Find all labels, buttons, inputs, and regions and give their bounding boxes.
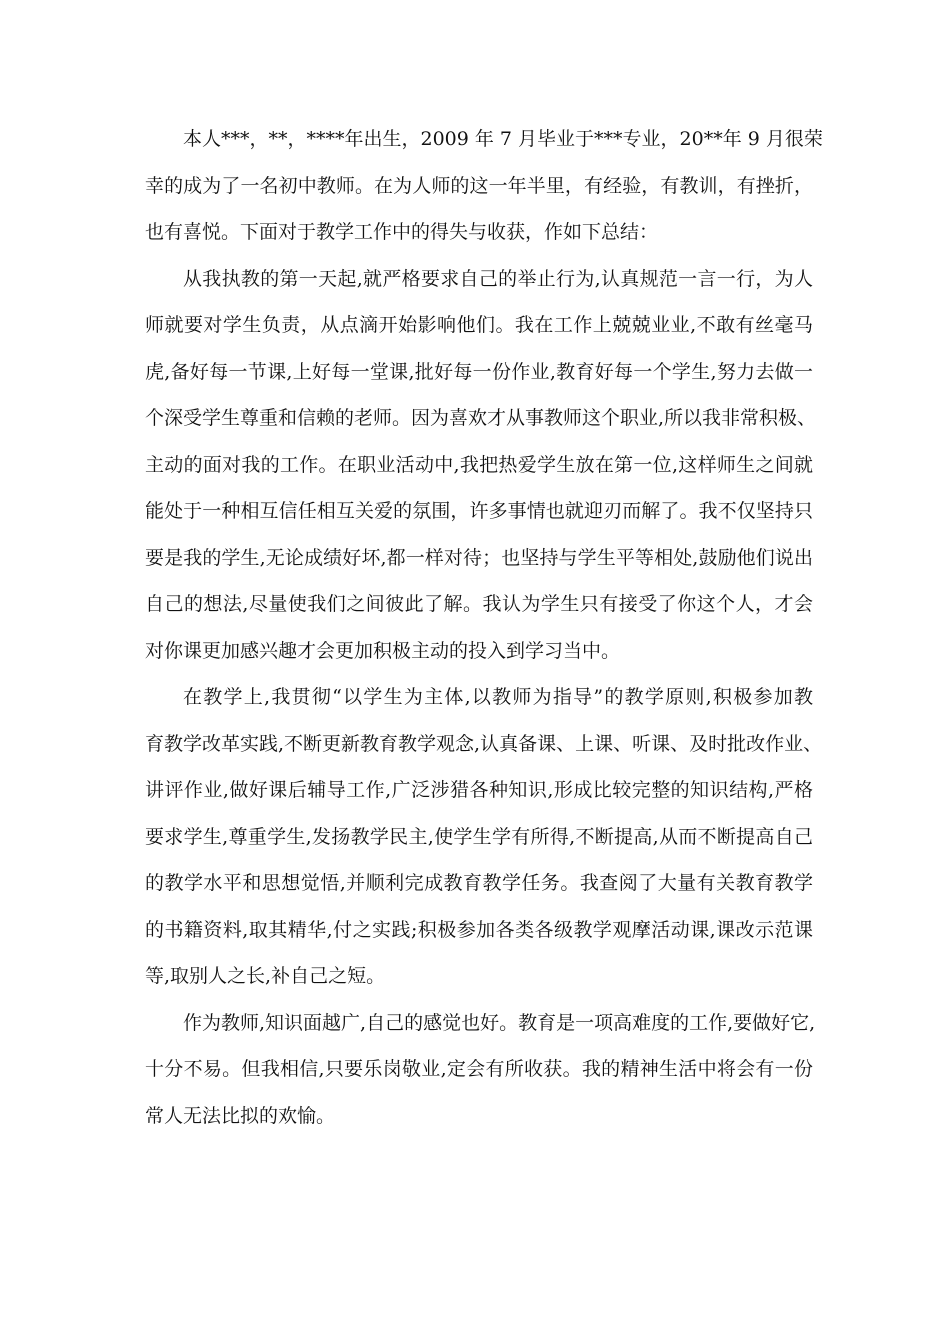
paragraph-line: 幸的成为了一名初中教师。在为人师的这一年半里，有经验，有教训，有挫折， <box>145 174 813 197</box>
paragraph-line: 育教学改革实践,不断更新教育教学观念,认真备课、上课、听课、及时批改作业、 <box>145 732 823 755</box>
paragraph-line: 虎,备好每一节课,上好每一堂课,批好每一份作业,教育好每一个学生,努力去做一 <box>145 360 813 383</box>
paragraph-2 <box>145 256 817 675</box>
paragraph-line: 要求学生,尊重学生,发扬教学民主,使学生学有所得,不断提高,从而不断提高自己 <box>145 825 813 848</box>
paragraph-line: 在教学上,我贯彻“以学生为主体,以教师为指导”的教学原则,积极参加教 <box>183 686 813 708</box>
document-body <box>145 116 823 1139</box>
paragraph-line: 的教学水平和思想觉悟,并顺利完成教育教学任务。我查阅了大量有关教育教学 <box>145 872 813 894</box>
paragraph-line: 要是我的学生,无论成绩好坏,都一样对待；也坚持与学生平等相处,鼓励他们说出 <box>145 546 813 569</box>
paragraph-line: 主动的面对我的工作。在职业活动中,我把热爱学生放在第一位,这样师生之间就 <box>145 453 813 476</box>
paragraph-line: 能处于一种相互信任相互关爱的氛围，许多事情也就迎刃而解了。我不仅坚持只 <box>145 500 813 522</box>
paragraph-line: 常人无法比拟的欢愉。 <box>145 1104 336 1127</box>
paragraph-line: 十分不易。但我相信,只要乐岗敬业,定会有所收获。我的精神生活中将会有一份 <box>145 1058 813 1080</box>
paragraph-line: 师就要对学生负责，从点滴开始影响他们。我在工作上兢兢业业,不敢有丝毫马 <box>145 314 813 336</box>
paragraph-line: 等,取别人之长,补自己之短。 <box>145 965 386 987</box>
paragraph-1 <box>145 116 823 256</box>
paragraph-line: 也有喜悦。下面对于教学工作中的得失与收获，作如下总结： <box>145 221 659 243</box>
paragraph-4 <box>145 1000 816 1140</box>
paragraph-line: 从我执教的第一天起,就严格要求自己的举止行为,认真规范一言一行，为人 <box>183 267 813 290</box>
paragraph-line: 的书籍资料,取其精华,付之实践;积极参加各类各级教学观摩活动课,课改示范课 <box>145 918 813 941</box>
paragraph-line: 讲评作业,做好课后辅导工作,广泛涉猎各种知识,形成比较完整的知识结构,严格 <box>145 779 813 801</box>
paragraph-line: 作为教师,知识面越广,自己的感觉也好。教育是一项高难度的工作,要做好它, <box>183 1011 816 1034</box>
paragraph-line: 对你课更加感兴趣才会更加积极主动的投入到学习当中。 <box>145 639 621 662</box>
paragraph-3 <box>145 674 823 1000</box>
paragraph-line: 本人***，**，****年出生，2009 年 7 月毕业于***专业，20**年 9 月很荣 <box>183 128 823 150</box>
paragraph-line: 自己的想法,尽量使我们之间彼此了解。我认为学生只有接受了你这个人，才会 <box>145 593 813 615</box>
paragraph-line: 个深受学生尊重和信赖的老师。因为喜欢才从事教师这个职业,所以我非常积极、 <box>145 407 817 429</box>
